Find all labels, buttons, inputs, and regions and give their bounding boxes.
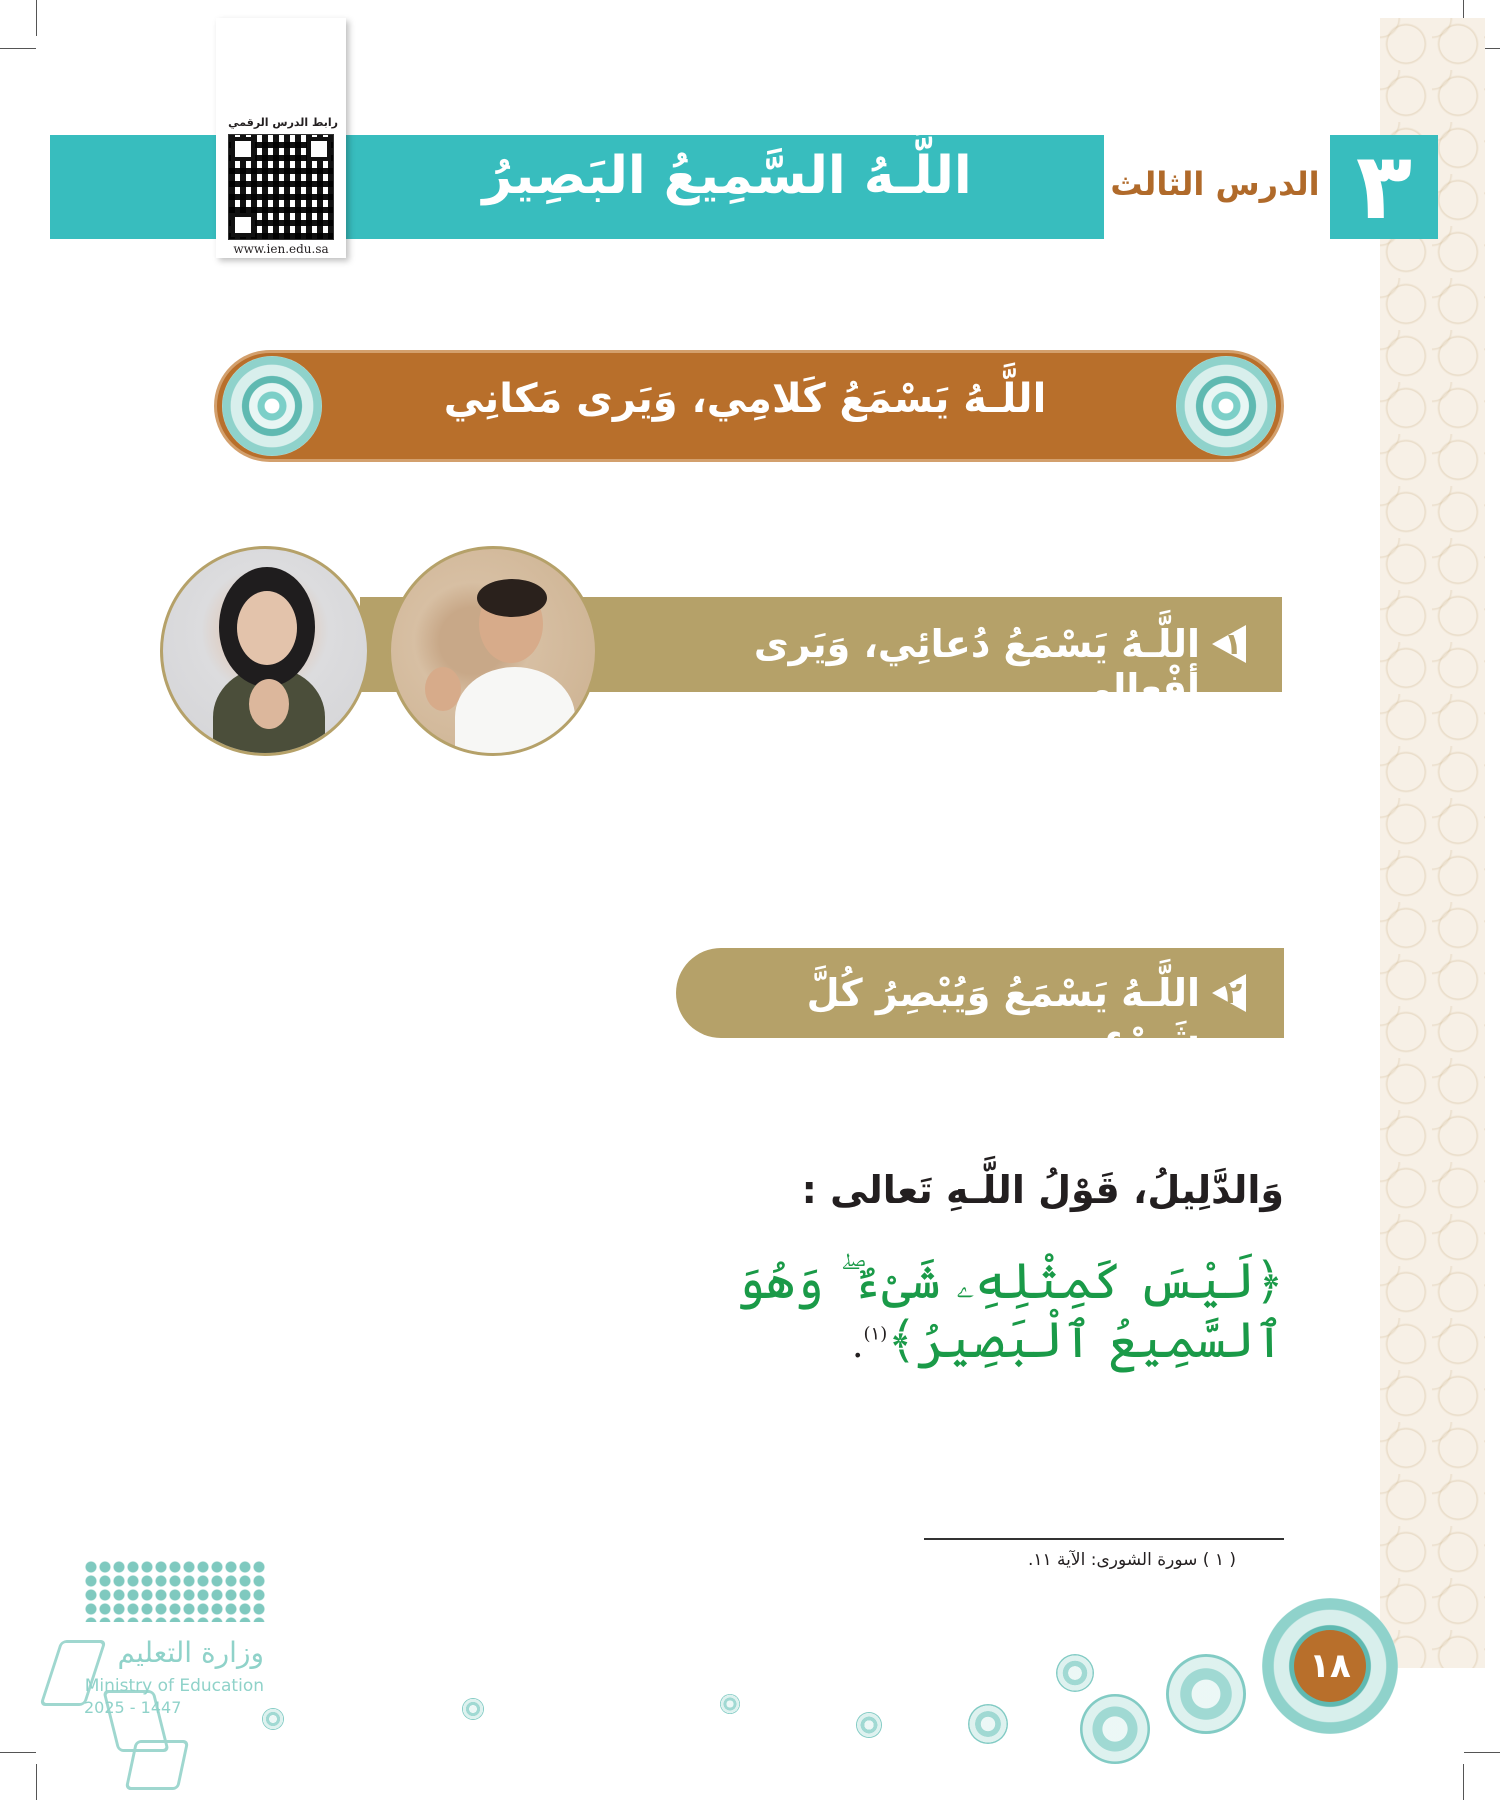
ministry-year: 2025 - 1447 [84, 1698, 182, 1717]
small-rosette-icon [1080, 1694, 1150, 1764]
point-number-tag [1206, 617, 1260, 671]
ministry-logo-dots [84, 1560, 266, 1622]
crop-mark [0, 48, 36, 49]
crop-mark [0, 1752, 36, 1753]
main-banner-text: اللَّـهُ يَسْمَعُ كَلامِي، وَيَرى مَكانِي [443, 376, 1047, 422]
ministry-outline-shape [125, 1740, 190, 1790]
small-rosette-icon [856, 1712, 882, 1738]
point-text-2: اللَّـهُ يَسْمَعُ وَيُبْصِرُ كُلَّ شَيْءٍ. [806, 971, 1200, 1059]
verse-text: ﴿لَيْسَ كَمِثْلِهِۦ شَىْءٌ ۖ وَهُوَ ٱلسَّمِيعُ ٱلْبَصِيرُ﴾ [736, 1252, 1284, 1369]
qr-url: www.ien.edu.sa [233, 242, 329, 256]
qr-code-icon[interactable] [228, 134, 334, 240]
page-number: ١٨ [1294, 1630, 1366, 1702]
small-rosette-icon [1166, 1654, 1246, 1734]
crop-mark [36, 1764, 37, 1800]
quran-verse [560, 1252, 1284, 1369]
small-rosette-icon [262, 1708, 284, 1730]
crop-mark [1463, 1764, 1464, 1800]
small-rosette-icon [720, 1694, 740, 1714]
crop-mark [1464, 1752, 1500, 1753]
point-number-tag [1206, 966, 1260, 1020]
ministry-name-english: Ministry of Education [84, 1676, 264, 1696]
verse-footnote-ref: (١) [863, 1323, 888, 1345]
lesson-label: الدرس الثالث [1110, 165, 1320, 203]
crop-mark [36, 0, 37, 36]
qr-label: رابط الدرس الرقمي [228, 116, 338, 129]
footnote-divider [924, 1538, 1284, 1540]
point-text-1: اللَّـهُ يَسْمَعُ دُعائِي، وَيَرى أفْعالِي. [753, 622, 1200, 710]
small-rosette-icon [1056, 1654, 1094, 1692]
qr-card[interactable] [216, 18, 346, 258]
footnote: ( ١ ) سورة الشورى: الآية ١١. [1027, 1550, 1236, 1570]
girl-praying-photo [160, 546, 370, 756]
point-number: ١ [1223, 626, 1243, 662]
decorative-pattern-strip [1380, 18, 1485, 1668]
lesson-title: اللَّـهُ السَّمِيعُ البَصِيرُ [482, 146, 972, 206]
boy-praying-photo [388, 546, 598, 756]
evidence-intro: وَالدَّلِيلُ، قَوْلُ اللَّـهِ تَعالى : [801, 1168, 1284, 1212]
verse-end-dot: . [852, 1325, 864, 1366]
small-rosette-icon [968, 1704, 1008, 1744]
small-rosette-icon [462, 1698, 484, 1720]
rosette-icon [222, 356, 322, 456]
rosette-icon [1176, 356, 1276, 456]
ministry-name-arabic: وزارة التعليم [117, 1636, 264, 1669]
point-number: ٢ [1223, 975, 1243, 1011]
lesson-number: ٣ [1330, 135, 1438, 239]
